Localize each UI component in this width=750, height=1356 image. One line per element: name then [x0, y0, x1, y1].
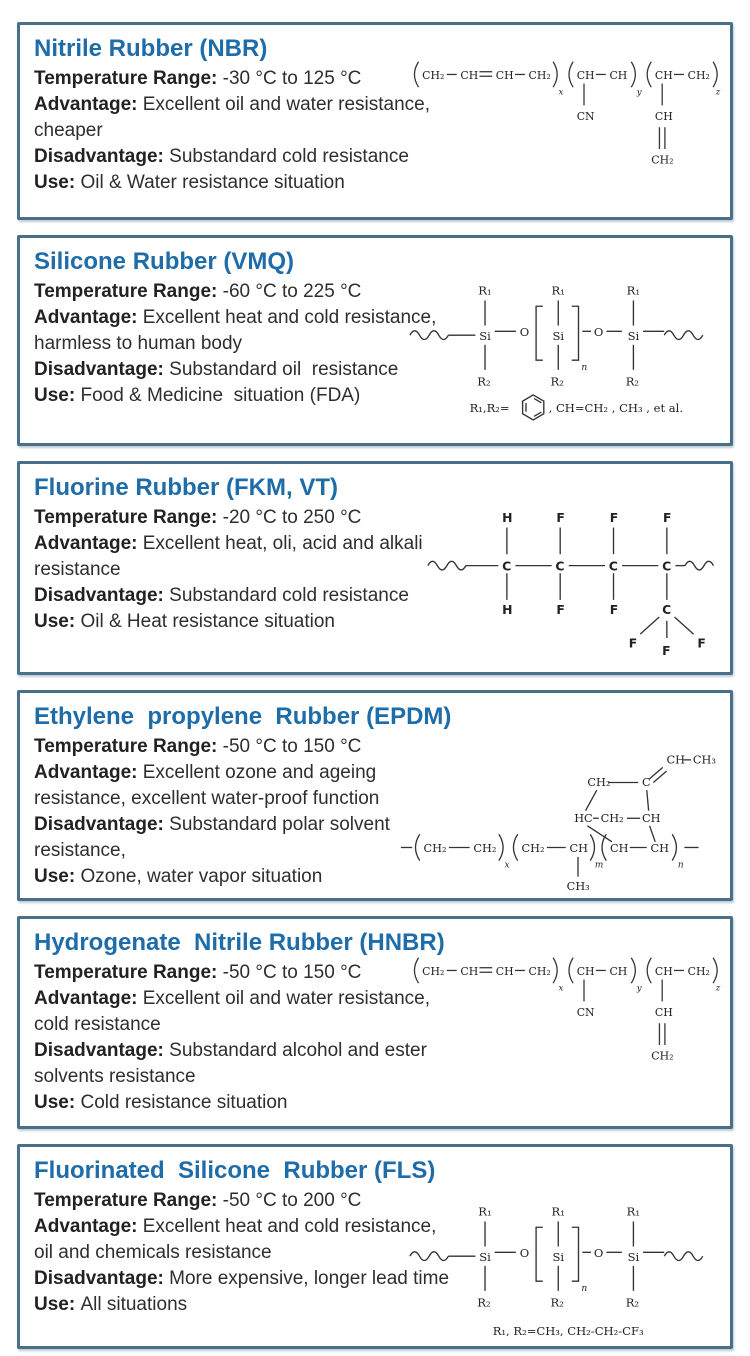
- field-temperature: [34, 279, 458, 305]
- atom-label: HC: [574, 812, 593, 826]
- field-temperature: [34, 734, 458, 760]
- field-label: Use:: [34, 1294, 76, 1315]
- atom-label: CH₂: [651, 153, 674, 167]
- field-value: All situations: [80, 1294, 188, 1315]
- atom-label: C: [502, 559, 512, 574]
- field-label: Disadvantage:: [34, 814, 164, 835]
- atom-label: C: [662, 559, 672, 574]
- field-disadvantage: [34, 357, 458, 383]
- field-label: Disadvantage:: [34, 146, 164, 167]
- panel-epdm: [17, 690, 733, 901]
- fkm-structure-diagram: [424, 478, 724, 664]
- atom-label: F: [697, 636, 706, 651]
- subscript: z: [715, 87, 721, 98]
- field-use: [34, 383, 458, 409]
- subscript: z: [715, 983, 721, 994]
- panel-title: Fluorinated Silicone Rubber (FLS): [34, 1157, 436, 1184]
- atom-label: F: [609, 510, 619, 525]
- panel-nbr-text: [34, 35, 458, 196]
- field-value: Excellent heat and cold resistance, oil and chemicals resistance: [34, 1216, 442, 1263]
- atom-label: R₁: [551, 1204, 565, 1219]
- field-value: Excellent ozone and ageing resistance, excellent water-proof function: [34, 762, 382, 809]
- field-disadvantage: [34, 1266, 458, 1292]
- field-value: Excellent heat, oli, acid and alkali resistance: [34, 533, 428, 580]
- atom-label: CH₂: [528, 964, 551, 978]
- atom-label: R₁: [626, 283, 640, 298]
- field-value: More expensive, longer lead time: [169, 1268, 450, 1289]
- field-disadvantage: [34, 1038, 458, 1090]
- atom-label: C: [555, 559, 565, 574]
- field-value: Substandard polar solvent resistance,: [34, 814, 396, 861]
- atom-label: CN: [576, 109, 595, 123]
- atom-label: R₂: [477, 1295, 491, 1310]
- atom-label: CH: [610, 842, 629, 856]
- field-label: Temperature Range:: [34, 281, 218, 302]
- atom-label: CH₂: [600, 812, 624, 826]
- field-temperature: [34, 960, 458, 986]
- subscript: y: [636, 87, 642, 98]
- atom-label: CH: [576, 68, 595, 82]
- atom-label: CH: [654, 68, 673, 82]
- atom-label: R₁: [626, 1204, 640, 1219]
- field-advantage: [34, 92, 458, 144]
- field-label: Use:: [34, 385, 76, 406]
- atom-label: R₂: [550, 1295, 564, 1310]
- atom-label: CH₂: [587, 776, 611, 790]
- field-value: Cold resistance situation: [80, 1092, 288, 1113]
- subscript: x: [504, 860, 510, 871]
- atom-label: CH: [495, 68, 514, 82]
- field-label: Advantage:: [34, 533, 138, 554]
- atom-label: R₁: [478, 283, 492, 298]
- field-label: Advantage:: [34, 94, 138, 115]
- subscript: y: [636, 983, 642, 994]
- field-value: Substandard cold resistance: [169, 146, 409, 167]
- field-value: -60 °C to 225 °C: [222, 281, 362, 302]
- atom-label: Si: [479, 328, 491, 343]
- atom-label: Si: [627, 1249, 640, 1264]
- atom-label: CH₃: [692, 753, 716, 767]
- atom-label: R₁: [478, 1204, 492, 1219]
- atom-label: R₁: [551, 283, 565, 298]
- atom-label: CH₂: [422, 68, 445, 82]
- field-temperature: [34, 505, 458, 531]
- field-value: Oil & Water resistance situation: [80, 172, 345, 193]
- atom-label: O: [519, 1246, 530, 1261]
- atom-label: R₂: [625, 374, 640, 389]
- atom-label: Si: [552, 328, 565, 343]
- panel-fls-text: [34, 1157, 458, 1318]
- atom-label: CH₂: [528, 68, 551, 82]
- atom-label: CN: [576, 1005, 595, 1019]
- field-use: [34, 864, 458, 890]
- field-label: Disadvantage:: [34, 1268, 164, 1289]
- atom-label: R₂: [550, 374, 564, 389]
- field-advantage: [34, 531, 458, 583]
- field-use: [34, 1090, 458, 1116]
- field-value: Excellent oil and water resistance, cold resistance: [34, 988, 436, 1035]
- panel-nbr: [17, 22, 733, 220]
- atom-label: CH₂: [521, 842, 545, 856]
- field-value: Excellent oil and water resistance, cheaper: [34, 94, 436, 141]
- field-value: Excellent heat and cold resistance, harmless to human body: [34, 307, 442, 354]
- field-advantage: [34, 986, 458, 1038]
- atom-label: F: [662, 644, 671, 659]
- panel-vmq: [17, 235, 733, 446]
- panel-title: Nitrile Rubber (NBR): [34, 35, 268, 62]
- atom-label: CH₂: [687, 68, 710, 82]
- atom-label: H: [502, 603, 513, 618]
- field-value: Substandard oil resistance: [169, 359, 399, 380]
- field-label: Use:: [34, 172, 76, 193]
- field-label: Temperature Range:: [34, 962, 218, 983]
- atom-label: R₂: [625, 1295, 640, 1310]
- panel-fkm: [17, 461, 733, 675]
- field-value: -30 °C to 125 °C: [222, 68, 362, 89]
- subscript: n: [581, 1283, 588, 1294]
- atom-label: CH₃: [566, 879, 590, 893]
- field-value: Substandard alcohol and ester solvents resistance: [34, 1040, 433, 1087]
- atom-label: F: [663, 510, 672, 525]
- atom-label: CH: [576, 964, 595, 978]
- field-temperature: [34, 66, 458, 92]
- atom-label: CH: [460, 68, 479, 82]
- field-label: Use:: [34, 1092, 76, 1113]
- field-value: -50 °C to 150 °C: [222, 962, 362, 983]
- subscript: n: [581, 362, 588, 373]
- subscript: n: [677, 860, 684, 871]
- field-temperature: [34, 1188, 458, 1214]
- panel-title: Hydrogenate Nitrile Rubber (HNBR): [34, 929, 445, 956]
- field-label: Advantage:: [34, 762, 138, 783]
- subscript: x: [558, 87, 564, 98]
- atom-label: H: [502, 510, 513, 525]
- atom-label: F: [628, 636, 638, 651]
- r-group-note: , CH=CH₂ , CH₃ , et al.: [548, 401, 684, 416]
- field-value: -20 °C to 250 °C: [222, 507, 362, 528]
- field-label: Temperature Range:: [34, 1190, 218, 1211]
- panel-vmq-text: [34, 248, 458, 409]
- atom-label: CH₂: [473, 842, 497, 856]
- field-use: [34, 1292, 458, 1318]
- panel-hnbr: [17, 916, 733, 1129]
- field-label: Advantage:: [34, 988, 138, 1009]
- field-use: [34, 609, 458, 635]
- atom-label: Si: [552, 1249, 565, 1264]
- atom-label: CH: [460, 964, 479, 978]
- field-value: Oil & Heat resistance situation: [80, 611, 335, 632]
- atom-label: CH: [609, 964, 628, 978]
- field-label: Temperature Range:: [34, 736, 218, 757]
- atom-label: CH: [654, 964, 673, 978]
- field-label: Use:: [34, 866, 76, 887]
- atom-label: Si: [627, 328, 640, 343]
- atom-label: R₂: [477, 374, 491, 389]
- atom-label: C: [642, 776, 651, 790]
- field-advantage: [34, 1214, 458, 1266]
- atom-label: CH: [609, 68, 628, 82]
- field-value: Food & Medicine situation (FDA): [80, 385, 361, 406]
- panel-fls: [17, 1144, 733, 1349]
- atom-label: O: [593, 1246, 604, 1261]
- subscript: m: [594, 860, 604, 871]
- atom-label: CH: [642, 812, 661, 826]
- subscript: x: [558, 983, 564, 994]
- atom-label: CH₂: [422, 964, 445, 978]
- field-label: Use:: [34, 611, 76, 632]
- bond-lines: [428, 528, 714, 638]
- r-group-note: R₁,R₂=: [469, 401, 510, 416]
- field-disadvantage: [34, 812, 458, 864]
- field-disadvantage: [34, 583, 458, 609]
- atom-label: C: [608, 559, 618, 574]
- atom-label: CH₂: [423, 842, 447, 856]
- field-value: Ozone, water vapor situation: [80, 866, 323, 887]
- field-label: Disadvantage:: [34, 359, 164, 380]
- field-label: Temperature Range:: [34, 507, 218, 528]
- atom-label: F: [556, 510, 565, 525]
- atom-label: C: [662, 603, 672, 618]
- field-advantage: [34, 305, 458, 357]
- atom-label: CH: [650, 842, 670, 856]
- panel-hnbr-text: [34, 929, 458, 1116]
- atom-label: CH: [654, 1005, 673, 1019]
- atom-label: CH: [569, 842, 589, 856]
- atom-label: O: [519, 325, 530, 340]
- atom-label: F: [556, 603, 565, 618]
- panel-epdm-text: [34, 703, 458, 890]
- field-value: -50 °C to 200 °C: [222, 1190, 362, 1211]
- field-label: Advantage:: [34, 307, 138, 328]
- r-group-note: R₁, R₂=CH₃, CH₂-CH₂-CF₃: [492, 1324, 644, 1339]
- field-label: Advantage:: [34, 1216, 138, 1237]
- panel-title: Fluorine Rubber (FKM, VT): [34, 474, 338, 501]
- field-value: -50 °C to 150 °C: [222, 736, 362, 757]
- field-disadvantage: [34, 144, 458, 170]
- field-label: Disadvantage:: [34, 1040, 164, 1061]
- field-label: Disadvantage:: [34, 585, 164, 606]
- atom-label: CH: [666, 753, 686, 767]
- atom-label: CH: [654, 109, 673, 123]
- field-label: Temperature Range:: [34, 68, 218, 89]
- atom-label: CH: [495, 964, 514, 978]
- panel-fkm-text: [34, 474, 458, 635]
- field-value: Substandard cold resistance: [169, 585, 409, 606]
- atom-label: O: [593, 325, 604, 340]
- atom-label: CH₂: [687, 964, 710, 978]
- atom-label: CH₂: [651, 1049, 674, 1063]
- panel-title: Ethylene propylene Rubber (EPDM): [34, 703, 452, 730]
- field-use: [34, 170, 458, 196]
- atom-label: Si: [479, 1249, 491, 1264]
- panel-title: Silicone Rubber (VMQ): [34, 248, 295, 275]
- field-advantage: [34, 760, 458, 812]
- atom-label: F: [609, 603, 619, 618]
